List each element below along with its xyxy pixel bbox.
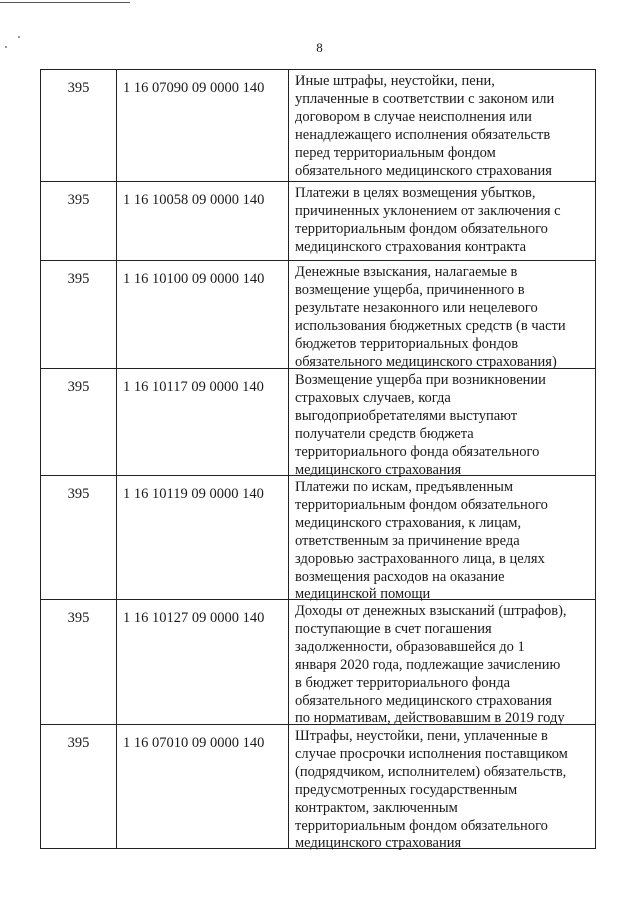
admin-code-cell: 395	[41, 476, 117, 599]
income-name-cell: Доходы от денежных взысканий (штрафов), поступающие в счет погашения задолженности, образовавшейся до 1 января 2020 года, подлежащие зачислению в бюджет территориального фонда обязательного медицинского страхования по нормативам, действовавшим в 2019 году	[295, 603, 567, 727]
income-name-cell: Платежи в целях возмещения убытков, причиненных уклонением от заключения с территориальным фондом обязательного медицинского страхования контракта	[295, 185, 561, 255]
table-row	[40, 725, 596, 852]
income-name-cell: Иные штрафы, неустойки, пени, уплаченные в соответствии с законом или договором в случае неисполнения или ненадлежащего исполнения обязательств перед территориальным фондом обязательного медицинского страхования	[295, 73, 555, 179]
admin-code-cell: 395	[41, 369, 117, 475]
budget-code-cell: 1 16 07010 09 0000 140	[117, 725, 289, 848]
admin-code-cell: 395	[41, 725, 117, 848]
table-row	[40, 182, 596, 261]
income-name-cell: Штрафы, неустойки, пени, уплаченные в случае просрочки исполнения поставщиком (подрядчиком, исполнителем) обязательств, предусмотренных государственным контрактом, заключенным территориальным фондом обязательного медицинского страхования	[295, 728, 568, 852]
admin-code-cell: 395	[41, 182, 117, 260]
revenue-codes-table	[40, 69, 596, 852]
budget-code-cell: 1 16 10127 09 0000 140	[117, 600, 289, 724]
income-name-cell: Платежи по искам, предъявленным территориальным фондом обязательного медицинского страхования, к лицам, ответственным за причинение вреда здоровью застрахованного лица, в целях возмещения расходов на оказание медицинской помощи	[295, 479, 548, 603]
scan-artifact	[18, 36, 20, 38]
budget-code-cell: 1 16 10117 09 0000 140	[117, 369, 289, 475]
page-number: 8	[316, 40, 323, 55]
income-name-cell: Возмещение ущерба при возникновении страховых случаев, когда выгодоприобретателями выступают получатели средств бюджета территориального фонда обязательного медицинского страхования	[295, 372, 546, 478]
table-row	[40, 70, 596, 182]
budget-code-cell: 1 16 10119 09 0000 140	[117, 476, 289, 599]
budget-code-cell: 1 16 07090 09 0000 140	[117, 70, 289, 181]
admin-code-cell: 395	[41, 70, 117, 181]
table-row	[40, 261, 596, 369]
top-margin-rule	[0, 2, 130, 3]
table-row	[40, 369, 596, 476]
income-name-cell: Денежные взыскания, налагаемые в возмещение ущерба, причиненного в результате незаконного или нецелевого использования бюджетных средств (в части бюджетов территориальных фондов обязательного медицинского страхования)	[295, 264, 566, 370]
admin-code-cell: 395	[41, 261, 117, 368]
budget-code-cell: 1 16 10058 09 0000 140	[117, 182, 289, 260]
budget-code-cell: 1 16 10100 09 0000 140	[117, 261, 289, 368]
table-row	[40, 600, 596, 725]
admin-code-cell: 395	[41, 600, 117, 724]
table-row	[40, 476, 596, 603]
